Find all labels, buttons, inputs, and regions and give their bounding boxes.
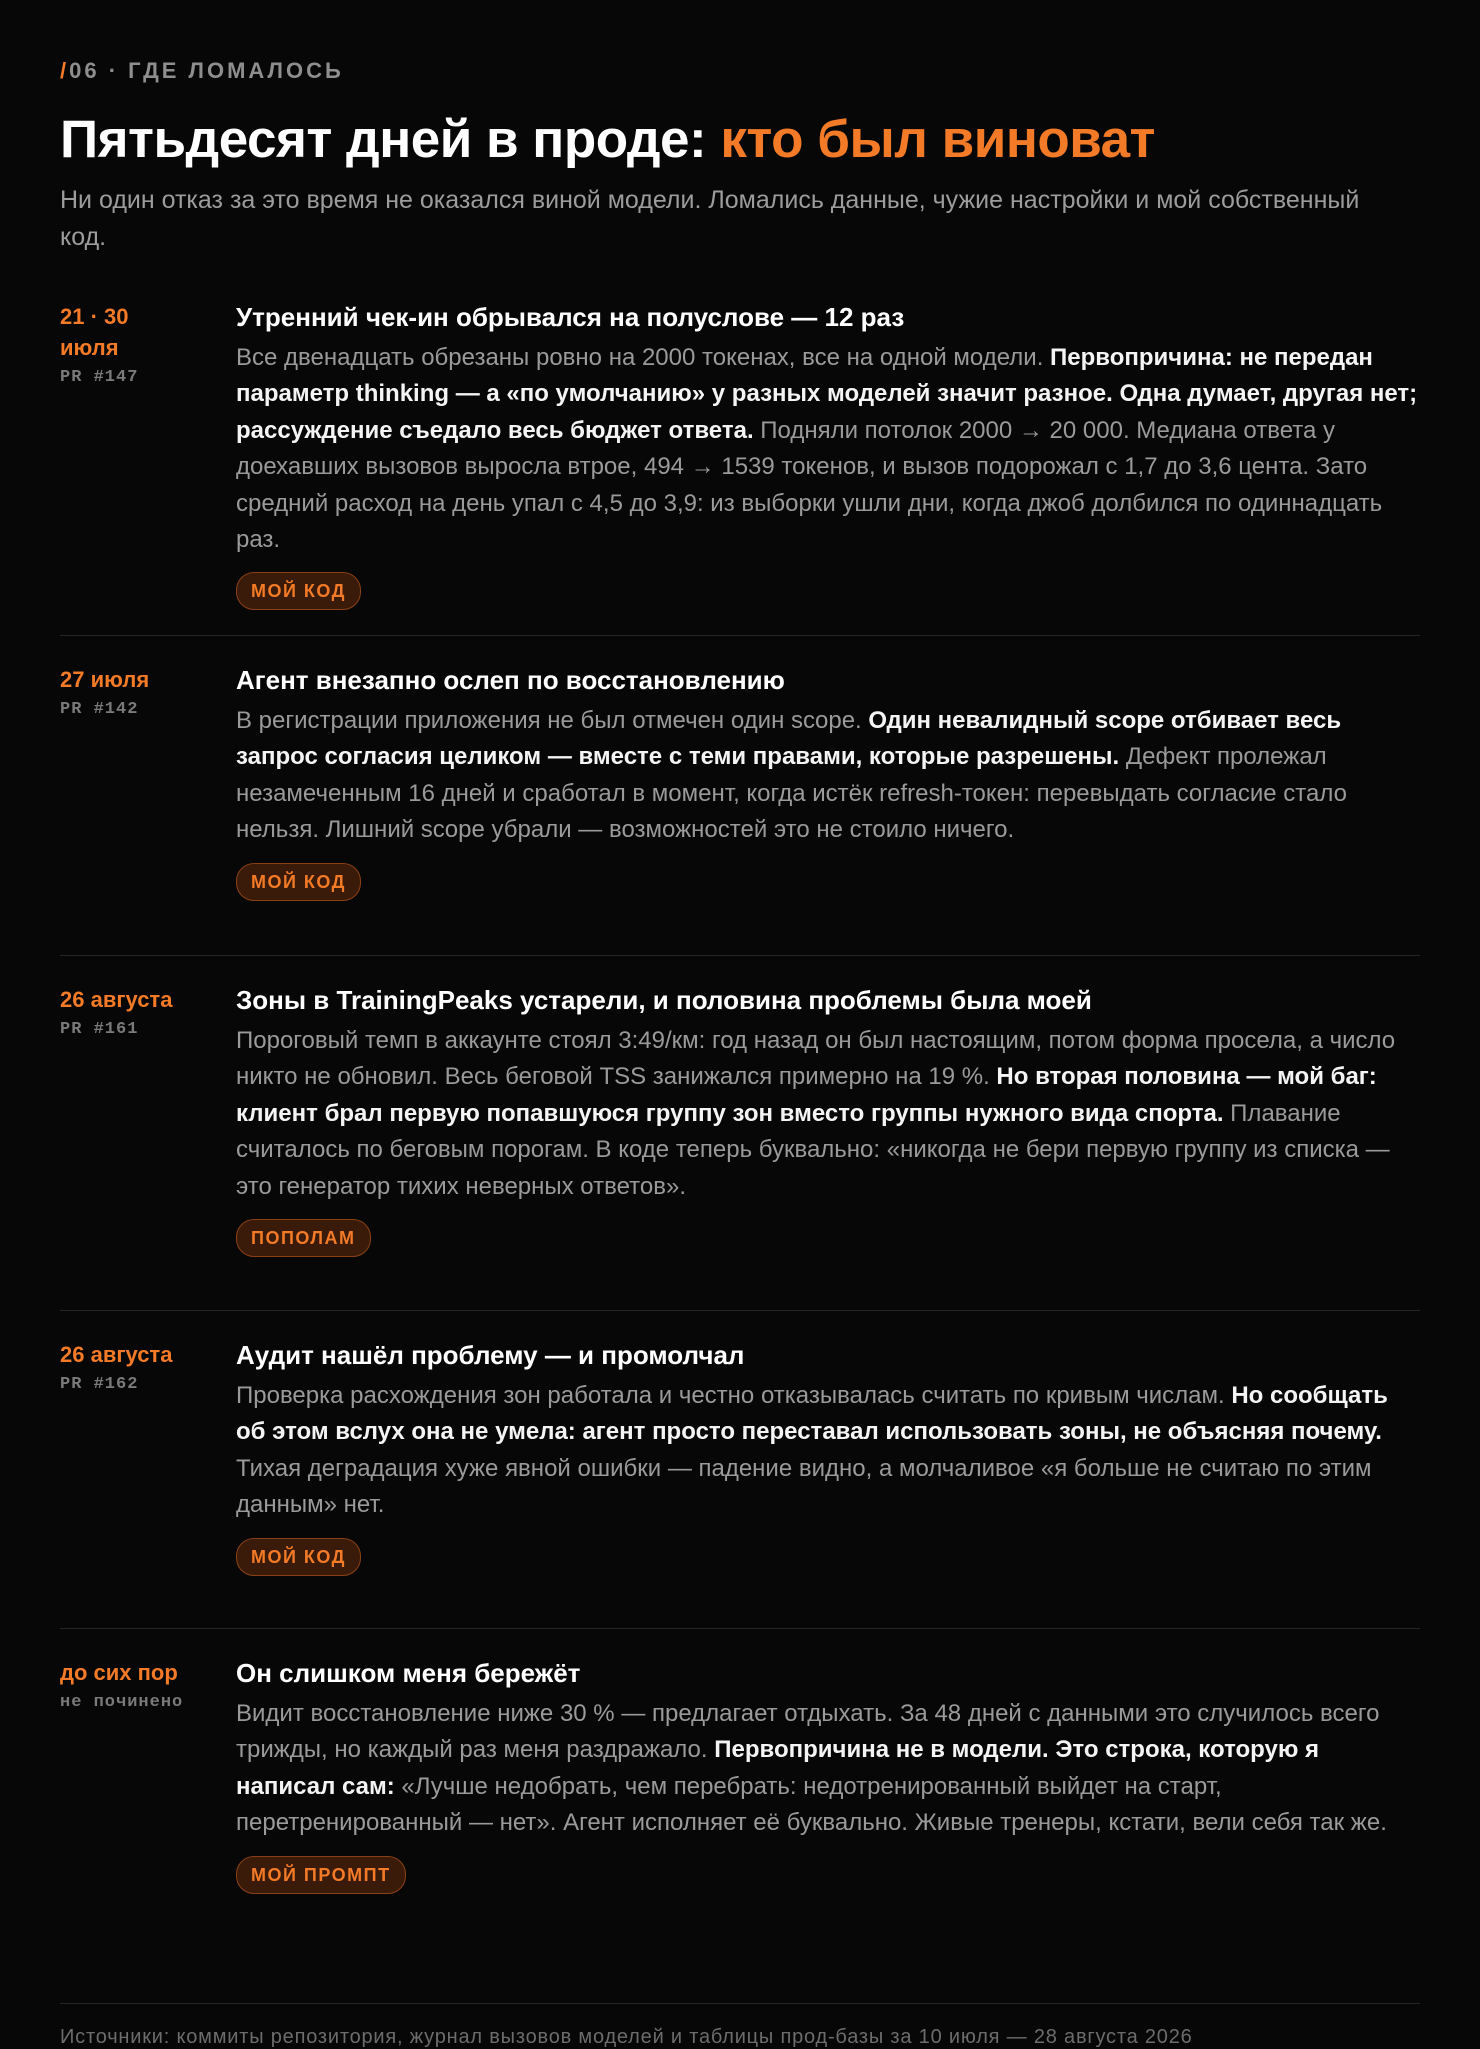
incident-text-emphasis: Один невалидный scope отбивает весь запрос согласия целиком — вместе с теми правами, которые разрешены. [236,707,1342,771]
footer-divider [60,2003,1420,2004]
incident-title: Утренний чек-ин обрывался на полуслове — 12 раз [236,302,905,332]
blame-badge: МОЙ КОД [236,1538,361,1576]
incident-meta [60,1337,236,1628]
kicker-text: 06 · ГДЕ ЛОМАЛОСЬ [69,58,344,83]
incident-text-part: Проверка расхождения зон работала и честно отказывалась считать по кривым числам. [236,1382,1232,1409]
page-title [60,110,1420,170]
incident-body [236,299,1420,635]
incident-title: Зоны в TrainingPeaks устарели, и половина проблемы была моей [236,985,1092,1015]
blame-badge: ПОПОЛАМ [236,1219,371,1257]
title-accent: кто был виноват [720,110,1156,169]
incident-body [236,982,1420,1310]
incident-pr: PR #147 [60,368,139,387]
incident-date: 26 августа [60,1342,173,1367]
incident-text [236,1023,1420,1205]
incident-text-part: Дефект пролежал незамеченным 16 дней и сработал в момент, когда истёк refresh-токен: перевыдать согласие стало нельзя. Лишний scope убрали — возможностей это не стоило ничего. [236,743,1347,844]
incident-title: Он слишком меня бережёт [236,1658,581,1688]
blame-badge: МОЙ КОД [236,572,361,610]
incident-meta [60,982,236,1310]
incident-meta [60,662,236,955]
incident-text-part: Тихая деградация хуже явной ошибки — падение видно, а молчаливое «я больше не считаю по этим данным» нет. [236,1454,1372,1519]
incident-entry [60,1337,1420,1629]
incident-text-part: Подняли потолок 2000 → 20 000. Медиана ответа у доехавших вызовов выросла втрое, 494 → 1539 токенов, и вызов подорожал с 1,7 до 3,6 цента. Зато средний расход на день упал с 4,5 до 3,9: из выборки ушли дни, когда джоб долбился по одиннадцать раз. [236,416,1383,554]
incident-text-part: В регистрации приложения не был отмечен один scope. [236,707,869,734]
sources-footnote: Источники: коммиты репозитория, журнал вызовов моделей и таблицы прод-базы за 10 июля — 28 августа 2026 [60,2026,1193,2048]
incident-pr: PR #161 [60,1020,139,1039]
incident-body [236,662,1420,955]
incident-text-part: Пороговый темп в аккаунте стоял 3:49/км: год назад он был настоящим, потом форма просела, а число никто не обновил. Весь беговой TSS занижался примерно на 19 %. [236,1027,1396,1091]
incident-text-emphasis: Но вторая половина — мой баг: клиент брал первую попавшуюся группу зон вместо группы нужного вида спорта. [236,1063,1377,1127]
incident-text [236,1696,1420,1842]
page-subtitle: Ни один отказ за это время не оказался виной модели. Ломались данные, чужие настройки и мой собственный код. [60,186,1360,251]
incident-text [236,1378,1420,1524]
incident-entry [60,1655,1420,1945]
incident-text-emphasis: Первопричина: не передан параметр thinking — а «по умолчанию» у разных моделей значит разное. Одна думает, другая нет; рассуждение съедало весь бюджет ответа. [236,344,1418,444]
incident-body [236,1655,1420,1945]
title-main: Пятьдесят дней в проде: [60,110,721,169]
kicker-slash: / [60,58,70,83]
incident-text-part: «Лучше недобрать, чем перебрать: недотренированный выйдет на старт, перетренированный — нет». Агент исполняет её буквально. Живые тренеры, кстати, вели себя так же. [236,1772,1387,1837]
incident-text [236,340,1420,558]
incident-title: Аудит нашёл проблему — и промолчал [236,1340,745,1370]
incident-date: до сих пор [60,1660,178,1685]
incident-text-part: Видит восстановление ниже 30 % — предлагает отдыхать. За 48 дней с данными это случилось всего трижды, но каждый раз меня раздражало. [236,1700,1380,1764]
incident-title: Агент внезапно ослеп по восстановлению [236,665,785,695]
incident-entry [60,299,1420,636]
blame-badge: МОЙ ПРОМПТ [236,1856,406,1894]
page-content [60,0,1420,2049]
incident-body [236,1337,1420,1628]
section-kicker [60,58,1420,84]
incident-text-emphasis: Первопричина не в модели. Это строка, которую я написал сам: [236,1736,1320,1800]
incident-status: не починено [60,1693,184,1712]
incident-text-part: Плавание считалось по беговым порогам. В коде теперь буквально: «никогда не бери первую группу из списка — это генератор тихих неверных ответов». [236,1099,1390,1200]
incident-pr: PR #162 [60,1375,139,1394]
blame-badge: МОЙ КОД [236,863,361,901]
incident-text-emphasis: Но сообщать об этом вслух она не умела: агент просто переставал использовать зоны, не объясняя почему. [236,1382,1388,1446]
incident-date: 21 · 30 июля [60,304,129,360]
incident-date: 27 июля [60,667,150,692]
incident-pr: PR #142 [60,700,139,719]
incident-entry [60,982,1420,1311]
incident-meta [60,1655,236,1945]
incident-text-part: Все двенадцать обрезаны ровно на 2000 токенах, все на одной модели. [236,344,1051,371]
incident-list [60,299,1420,1945]
incident-text [236,703,1420,849]
incident-meta [60,299,236,635]
incident-entry [60,662,1420,956]
incident-date: 26 августа [60,987,173,1012]
